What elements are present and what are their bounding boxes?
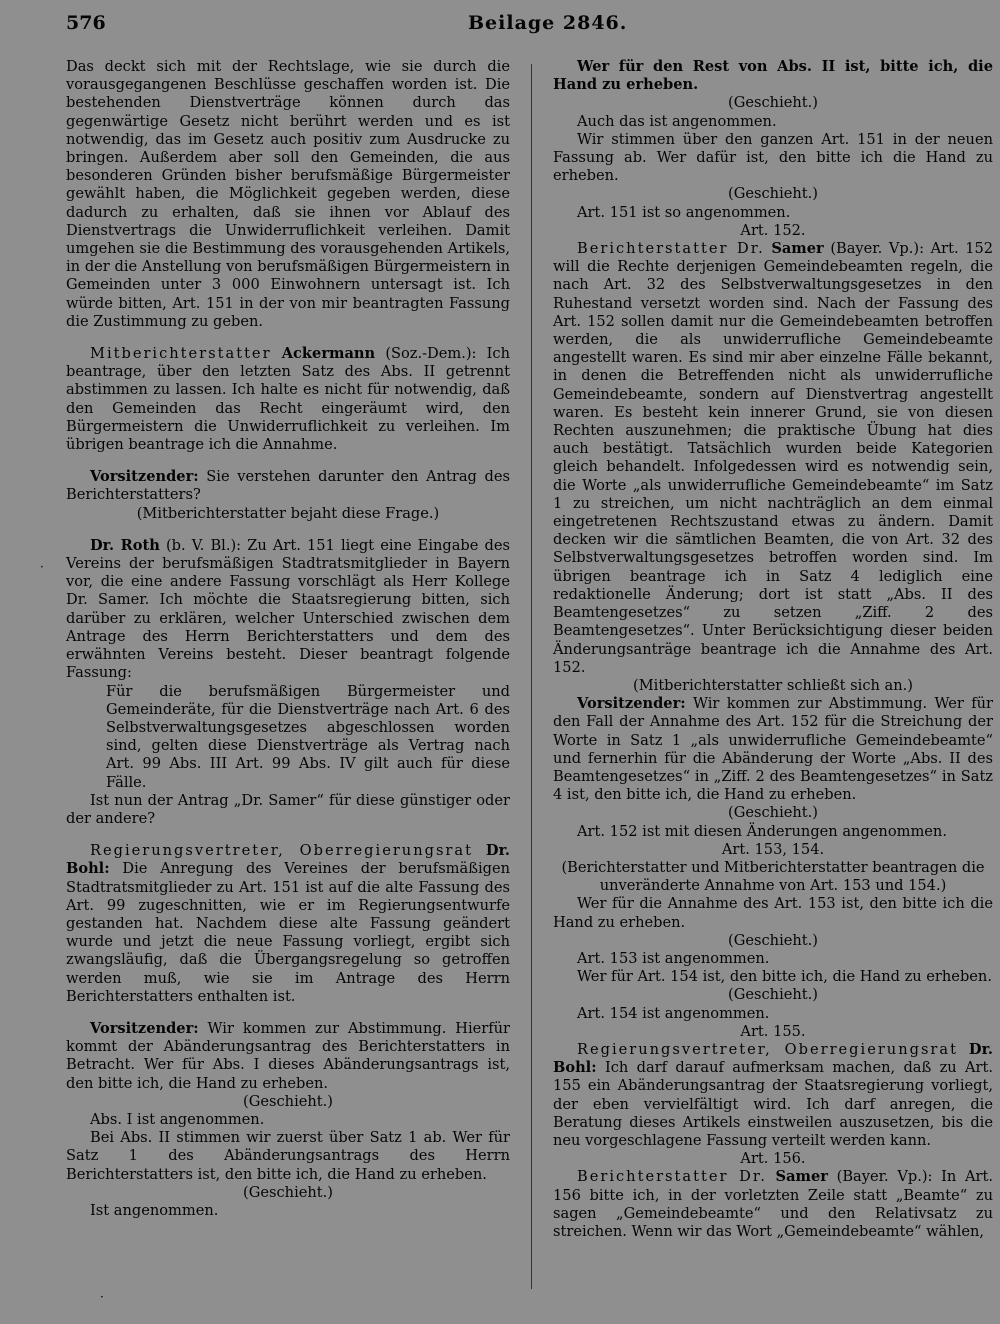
- speaker-name: Dr. Bohl:: [553, 1040, 994, 1077]
- speaker-name: Vorsitzender:: [90, 468, 199, 486]
- speaker-name: Dr. Bohl:: [66, 842, 511, 878]
- speech-text: Art. 152 will die Rechte derjenigen Gemeindebeamten regeln, die nach Art. 32 des Selbstverwaltungsgesetzes in den Ruhestand versetzt worden sind. Nach der Fassung des Art. 152 sollen damit nur die Gemeindebeamten betroffen werden, die als unwiderrufliche Gemeindebeamte angestellt waren. Es sind mir aber einzelne Fälle bekannt, in denen die Betreffenden nicht als unwiderrufliche Gemeindebeamte, sondern auf Dienstvertrag angestellt waren. Es besteht kein innerer Grund, sie von diesen Rechten auszunehmen; die praktische Übung hat dies auch bestätigt. Tatsächlich wurden beide Kategorien gleich behandelt. Infolgedessen wird es notwendig sein, die Worte „als unwiderrufliche Gemeindebeamte“ im Satz 1 zu streichen, um nicht nachträglich an dem einmal eingetretenen Rechtszustand etwas zu ändern. Damit decken wir die sämtlichen Beamten, die von Art. 32 des Selbstverwaltungsgesetzes betroffen worden sind. Im übrigen beantrage ich in Satz 4 lediglich eine redaktionelle Änderung; dort ist statt „Abs. II des Beamtengesetzes“ zu setzen „Ziff. 2 des Beamtengesetzes“. Unter Berücksichtigung dieser beiden Änderungsanträge beantrage ich die Annahme des Art. 152.: [553, 240, 994, 676]
- speech-text: Ist angenommen.: [90, 1201, 219, 1219]
- speaker-party: (Soz.-Dem.):: [385, 345, 477, 363]
- speaker-name: Samer: [771, 240, 824, 258]
- right-column: [553, 58, 993, 1241]
- speech-text: Auch das ist angenommen.: [577, 112, 777, 130]
- speaker-name: Dr. Roth: [90, 536, 160, 554]
- speaker-name: Ackermann: [281, 345, 376, 363]
- speech-bohl: [66, 842, 510, 1006]
- speech-bohl: [553, 1041, 993, 1150]
- speech-text: Bei Abs. II stimmen wir zuerst über Satz 1 ab. Wer für Satz 1 des Abänderungsantrags des Herrn Berichterstatters ist, den bitte ich, die Hand zu erheben.: [66, 1129, 510, 1183]
- speech-text: Abs. I ist angenommen.: [90, 1110, 265, 1128]
- speech-text: Art. 151 ist so angenommen.: [577, 203, 791, 221]
- speaker-role: Regierungsvertreter, Oberregierungsrat: [90, 842, 473, 860]
- stage-note: (Geschieht.): [728, 94, 818, 112]
- speaker-role: Berichterstatter Dr.: [577, 1168, 767, 1186]
- stage-note: (Geschieht.): [728, 986, 818, 1004]
- speech-text: Zu Art. 151 liegt eine Eingabe des Vereins der berufsmäßigen Stadtratsmitglieder in Bayern vor, die eine andere Fassung vorschlägt als Herr Kollege Dr. Samer. Ich möchte die Staatsregierung bitten, sich darüber zu erklären, welcher Unterschied zwischen dem Antrage des Herrn Berichterstatters und dem des erwähnten Vereins besteht. Dieser beantragt folgende Fassung:: [66, 536, 510, 682]
- speaker-party: (b. V. Bl.):: [165, 536, 242, 554]
- speech-text: Wer für Art. 154 ist, den bitte ich, die Hand zu erheben.: [577, 968, 992, 986]
- article-heading: Art. 152.: [740, 221, 806, 239]
- speaker-role: Regierungsvertreter, Oberregierungsrat: [577, 1040, 958, 1058]
- speech-text: Wir kommen zur Abstimmung. Hierfür kommt der Abänderungsantrag des Berichterstatters in Betracht. Wer für Abs. I dieses Abänderungsantrags ist, den bitte ich, die Hand zu erheben.: [66, 1019, 510, 1092]
- stage-note: (Geschieht.): [728, 931, 818, 949]
- stage-note: (Mitberichterstatter schließt sich an.): [633, 676, 913, 694]
- margin-mark: ·: [40, 560, 44, 574]
- speaker-role: Mitberichterstatter: [90, 345, 272, 363]
- speech-text: Art. 152 ist mit diesen Änderungen angenommen.: [577, 822, 947, 840]
- stage-note: (Berichterstatter und Mitberichterstatter beantragen die unveränderte Annahme von Art. 153 und 154.): [561, 858, 985, 895]
- quoted-text: Für die berufsmäßigen Bürgermeister und Gemeinderäte, für die Dienstverträge nach Art. 6 des Selbstverwaltungsgesetzes abgeschlossen worden sind, gelten diese Dienstverträge als Vertrag nach Art. 99 Abs. III Art. 99 Abs. IV gilt auch für diese Fälle.: [106, 682, 510, 791]
- speech-text: Wer für den Rest von Abs. II ist, bitte ich, die Hand zu erheben.: [553, 58, 993, 94]
- article-heading: Art. 155.: [740, 1022, 806, 1040]
- article-heading: Art. 153, 154.: [721, 840, 825, 858]
- speech-text: Wir stimmen über den ganzen Art. 151 in der neuen Fassung ab. Wer dafür ist, den bitte ich die Hand zu erheben.: [553, 130, 993, 185]
- speech-ackermann: [66, 345, 510, 454]
- speech-roth: [66, 537, 510, 683]
- speech-text: Die Anregung des Vereines der berufsmäßigen Stadtratsmitglieder zu Art. 151 ist auf die alte Fassung des Art. 99 zugeschnitten, wie er im Regierungsentwurfe gestanden hat. Nachdem diese alte Fassung geändert wurde und jetzt die neue Fassung vorliegt, ergibt sich zwangsläufig, daß die Übergangsregelung so getroffen werden muß, wie sie im Antrage des Herrn Berichterstatters enthalten ist.: [66, 860, 511, 1005]
- speech-text: Ich darf darauf aufmerksam machen, daß zu Art. 155 ein Abänderungsantrag der Staatsregierung vorliegt, der eben vervielfältigt wird. Ich darf anregen, die Beratung dieses Artikels einstweilen auszusetzen, bis die neu vorgeschlagene Fassung verteilt werden kann.: [553, 1059, 993, 1149]
- left-column: [66, 58, 510, 1220]
- stage-note: (Mitberichterstatter bejaht diese Frage.): [136, 504, 440, 522]
- speaker-name: Vorsitzender:: [577, 695, 686, 713]
- margin-mark: ·: [100, 1290, 104, 1304]
- paragraph: Das deckt sich mit der Rechtslage, wie sie durch die vorausgegangenen Beschlüsse geschaffen worden ist. Die bestehenden Dienstverträge können durch das gegenwärtige Gesetz nicht berührt werden und es ist notwendig, das im Gesetz auch positiv zum Ausdrucke zu bringen. Außerdem aber soll den Gemeinden, die aus besonderen Gründen bisher berufsmäßige Bürgermeister gewählt haben, die Möglichkeit gegeben werden, diese dadurch zu erhalten, daß sie ihnen vor Ablauf des Dienstvertrags die Unwiderruflichkeit verleihen. Damit umgehen sie die Bestimmung des vorausgehenden Artikels, in der die Anstellung von berufsmäßigen Bürgermeistern in Gemeinden unter 3 000 Einwohnern untersagt ist. Ich würde bitten, Art. 151 in der von mir beantragten Fassung die Zustimmung zu geben.: [66, 58, 510, 330]
- stage-note: (Geschieht.): [728, 804, 818, 822]
- speech-text: Ich beantrage, über den letzten Satz des Abs. II getrennt abstimmen zu lassen. Ich halte es nicht für notwendig, daß den Gemeinden das Recht eingeräumt wird, den Bürgermeistern die Unwiderruflichkeit zu verleihen. Im übrigen beantrage ich die Annahme.: [66, 345, 510, 454]
- speech-text: Wir kommen zur Abstimmung. Wer für den Fall der Annahme des Art. 152 für die Streichung der Worte in Satz 1 „als unwiderrufliche Gemeindebeamte“ und fernerhin für die Abänderung der Worte „Abs. II des Beamtengesetzes“ in „Ziff. 2 des Beamtengesetzes“ in Satz 4 ist, den bitte ich, die Hand zu erheben.: [553, 695, 994, 804]
- stage-note: (Geschieht.): [243, 1183, 333, 1201]
- stage-note: (Geschieht.): [728, 185, 818, 203]
- speech-vorsitzender: [553, 695, 993, 804]
- speech-text: Wer für die Annahme des Art. 153 ist, den bitte ich die Hand zu erheben.: [553, 895, 993, 931]
- speaker-role: Berichterstatter Dr.: [577, 240, 765, 258]
- speaker-party: (Bayer. Vp.):: [830, 240, 925, 258]
- speech-text: Art. 154 ist angenommen.: [577, 1004, 770, 1022]
- speech-text: Ist nun der Antrag „Dr. Samer“ für diese günstiger oder der andere?: [66, 791, 510, 827]
- speech-vorsitzender: [66, 468, 510, 504]
- speech-text: In Art. 156 bitte ich, in der vorletzten Zeile statt „Beamte“ zu sagen „Gemeindebeamte“ und den Relativsatz zu streichen. Wenn wir das Wort „Gemeindebeamte“ wählen,: [553, 1168, 994, 1240]
- stage-note: (Geschieht.): [243, 1092, 333, 1110]
- speech-text: Art. 153 ist angenommen.: [577, 949, 770, 967]
- speaker-name: Samer: [775, 1168, 828, 1186]
- speech-samer: [553, 1168, 993, 1241]
- page-title: Beilage 2846.: [468, 12, 628, 34]
- article-heading: Art. 156.: [740, 1150, 806, 1168]
- speaker-name: Vorsitzender:: [90, 1019, 199, 1037]
- speech-vorsitzender: [66, 1020, 510, 1093]
- speech-samer: [553, 240, 993, 677]
- speech-text: Sie verstehen darunter den Antrag des Berichterstatters?: [66, 468, 510, 504]
- page-number: 576: [66, 12, 106, 34]
- speaker-party: (Bayer. Vp.):: [836, 1168, 933, 1186]
- column-divider: [531, 64, 532, 1289]
